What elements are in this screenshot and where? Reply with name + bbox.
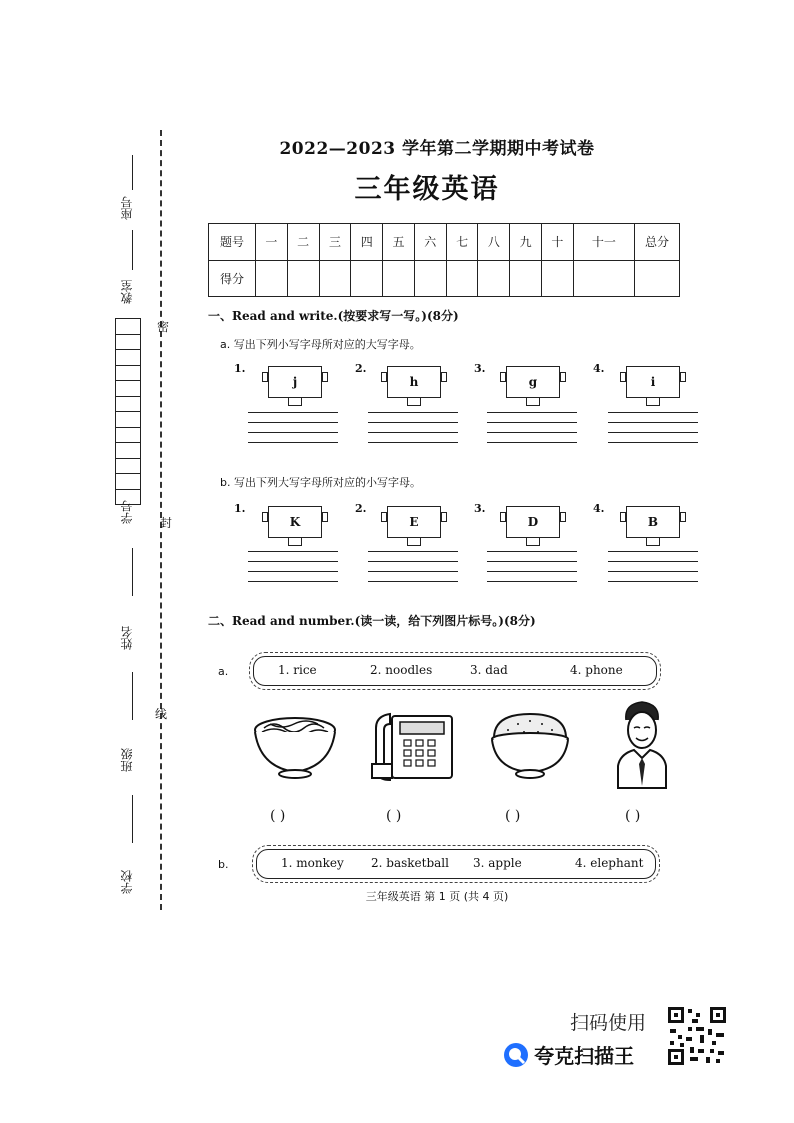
- score-col: 五: [383, 224, 415, 261]
- item-number: 2.: [355, 502, 367, 515]
- writing-lines[interactable]: [248, 412, 338, 443]
- letter-sign: K: [268, 506, 322, 538]
- score-cell[interactable]: [351, 260, 383, 297]
- word-option: 3. dad: [470, 663, 508, 677]
- score-row2-label: 得分: [209, 260, 256, 297]
- score-col: 七: [446, 224, 478, 261]
- school-label: 学校: [120, 870, 134, 894]
- man-portrait-icon: [614, 698, 670, 790]
- exam-subject: 三年级英语: [354, 174, 500, 205]
- score-col: 六: [414, 224, 446, 261]
- score-col: 八: [478, 224, 510, 261]
- student-number-label: 学号: [120, 500, 134, 524]
- word-box-a: [253, 656, 657, 686]
- score-cell[interactable]: [573, 260, 634, 297]
- item-number: 3.: [474, 502, 486, 515]
- score-col: 九: [510, 224, 542, 261]
- item-number: 1.: [234, 502, 246, 515]
- scan-caption: 扫码使用: [570, 1012, 647, 1034]
- score-col: 二: [287, 224, 319, 261]
- writing-lines[interactable]: [248, 551, 338, 582]
- letter-sign: i: [626, 366, 680, 398]
- item-number: 2.: [355, 362, 367, 375]
- score-cell[interactable]: [478, 260, 510, 297]
- seal-char-feng: 封: [160, 516, 173, 530]
- score-cell[interactable]: [446, 260, 478, 297]
- word-option: 2. noodles: [370, 663, 433, 677]
- score-cell[interactable]: [414, 260, 446, 297]
- score-col: 一: [256, 224, 288, 261]
- seat-number-label: 座号: [120, 196, 134, 220]
- word-option: 2. basketball: [371, 856, 449, 870]
- quark-logo-icon: [503, 1042, 529, 1068]
- letter-sign: E: [387, 506, 441, 538]
- score-col-total: 总分: [635, 224, 680, 261]
- noodles-bowl-icon: [250, 712, 340, 782]
- word-option: 4. elephant: [575, 856, 644, 870]
- classroom-label: 教室: [120, 280, 134, 304]
- score-cell[interactable]: [319, 260, 351, 297]
- letter-sign: D: [506, 506, 560, 538]
- writing-lines[interactable]: [368, 551, 458, 582]
- writing-lines[interactable]: [487, 551, 577, 582]
- item-number: 3.: [474, 362, 486, 375]
- word-option: 1. rice: [278, 663, 317, 677]
- brand-name: 夸克扫描王: [534, 1044, 635, 1068]
- section1-b-instruction: b. 写出下列大写字母所对应的小写字母。: [220, 476, 421, 489]
- class-blank[interactable]: [132, 795, 133, 843]
- rice-bowl-icon: [488, 712, 572, 782]
- answer-bracket[interactable]: ( ): [386, 808, 402, 824]
- writing-lines[interactable]: [368, 412, 458, 443]
- telephone-icon: [370, 708, 460, 784]
- word-box-b: [256, 849, 656, 879]
- item-number: 4.: [593, 502, 605, 515]
- score-col: 十一: [573, 224, 634, 261]
- score-cell[interactable]: [542, 260, 574, 297]
- exam-title: 2022—2023 学年第二学期期中考试卷: [279, 139, 595, 159]
- word-option: 3. apple: [473, 856, 522, 870]
- letter-sign: h: [387, 366, 441, 398]
- student-number-blank[interactable]: [132, 548, 133, 596]
- score-cell[interactable]: [510, 260, 542, 297]
- score-cell[interactable]: [256, 260, 288, 297]
- score-row1-label: 题号: [209, 224, 256, 261]
- writing-lines[interactable]: [608, 551, 698, 582]
- group-a-label: a.: [218, 665, 229, 678]
- letter-sign: j: [268, 366, 322, 398]
- answer-bracket[interactable]: ( ): [270, 808, 286, 824]
- score-table: [208, 223, 680, 297]
- scanner-brand: [503, 1040, 634, 1069]
- class-label: 班级: [120, 748, 134, 772]
- group-b-label: b.: [218, 858, 229, 871]
- student-id-grid[interactable]: [115, 318, 141, 505]
- score-col: 三: [319, 224, 351, 261]
- letter-sign: B: [626, 506, 680, 538]
- word-option: 4. phone: [570, 663, 623, 677]
- section1-heading: 一、Read and write.(按要求写一写。)(8分): [208, 309, 459, 323]
- name-blank[interactable]: [132, 672, 133, 720]
- qr-code-icon[interactable]: [666, 1005, 728, 1067]
- answer-bracket[interactable]: ( ): [505, 808, 521, 824]
- writing-lines[interactable]: [487, 412, 577, 443]
- section2-heading: 二、Read and number.(读一读，给下列图片标号。)(8分): [208, 614, 536, 628]
- item-number: 4.: [593, 362, 605, 375]
- score-cell[interactable]: [635, 260, 680, 297]
- name-label: 姓名: [120, 626, 134, 650]
- score-col: 十: [542, 224, 574, 261]
- item-number: 1.: [234, 362, 246, 375]
- score-cell[interactable]: [383, 260, 415, 297]
- page-footer: 三年级英语 第 1 页 (共 4 页): [365, 890, 509, 903]
- section1-a-instruction: a. 写出下列小写字母所对应的大写字母。: [220, 338, 421, 351]
- letter-sign: g: [506, 366, 560, 398]
- seal-char-mi: 密: [157, 320, 170, 334]
- score-cell[interactable]: [287, 260, 319, 297]
- seal-char-xian: 线: [155, 707, 168, 721]
- writing-lines[interactable]: [608, 412, 698, 443]
- word-option: 1. monkey: [281, 856, 344, 870]
- score-col: 四: [351, 224, 383, 261]
- answer-bracket[interactable]: ( ): [625, 808, 641, 824]
